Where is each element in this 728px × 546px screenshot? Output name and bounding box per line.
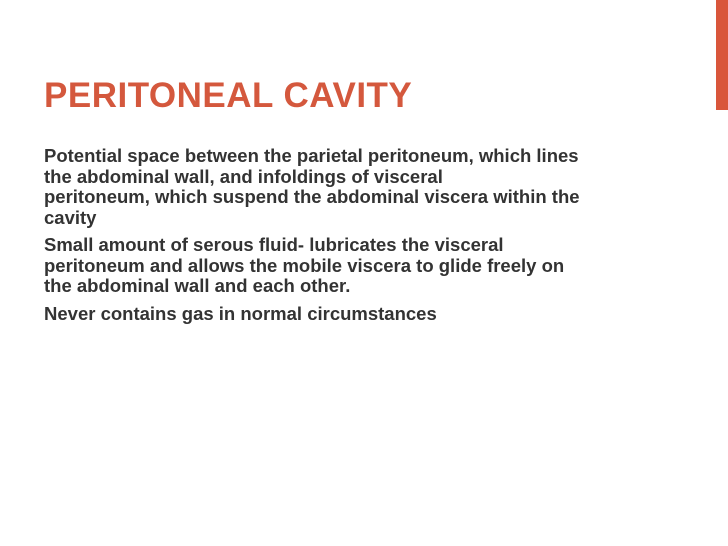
slide-title: PERITONEAL CAVITY: [44, 76, 413, 115]
paragraph-line: Potential space between the parietal peritoneum, which lines: [44, 145, 579, 166]
slide-body: [44, 146, 644, 331]
paragraph-serous-fluid: [44, 235, 644, 297]
paragraph-line: the abdominal wall, and infoldings of visceral: [44, 165, 443, 187]
paragraph-line: Small amount of serous fluid- lubricates the visceral: [44, 234, 504, 255]
paragraph-line: the abdominal wall and each other.: [44, 275, 351, 296]
paragraph-line: Never contains gas in normal circumstances: [44, 302, 437, 324]
paragraph-line: cavity: [44, 206, 97, 228]
accent-bar: [716, 0, 728, 110]
paragraph-line: peritoneum and allows the mobile viscera to glide freely on: [44, 254, 565, 276]
paragraph-potential-space: [44, 146, 644, 228]
paragraph-no-gas: [44, 304, 644, 325]
paragraph-line: peritoneum, which suspend the abdominal viscera within the: [44, 186, 580, 207]
